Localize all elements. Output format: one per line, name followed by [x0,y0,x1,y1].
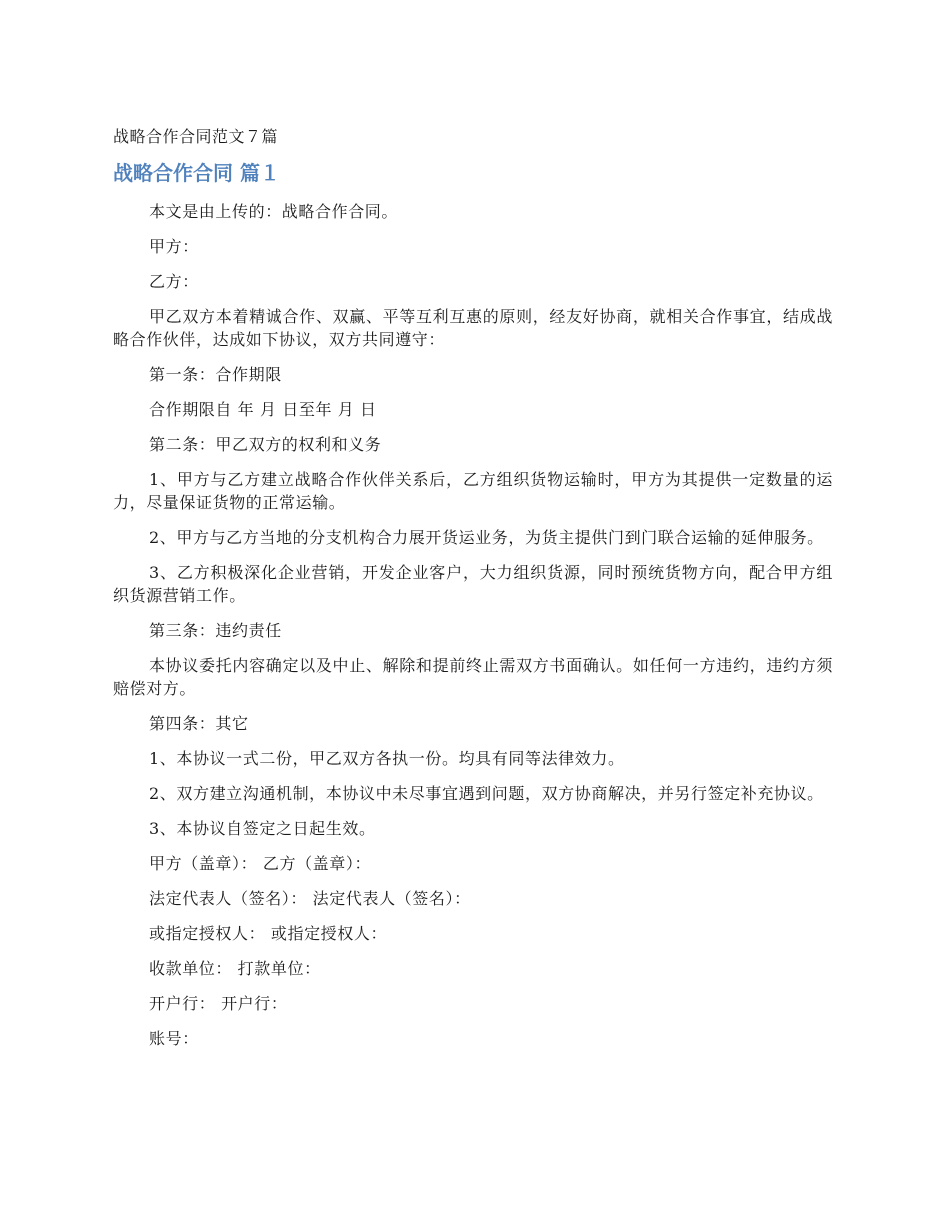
paragraph-article-4-heading: 第四条：其它 [149,714,249,733]
paragraph-party-a: 甲方： [149,237,199,256]
paragraph-clause-4-2: 2、双方建立沟通机制，本协议中未尽事宜遇到问题，双方协商解决，并另行签定补充协议。 [149,784,824,803]
document-title: 战略合作合同范文７篇 [113,127,279,146]
paragraph-term: 合作期限自 年 月 日至年 月 日 [149,400,377,419]
paragraph-seal-line: 甲方（盖章）： 乙方（盖章）： [149,854,372,873]
paragraph-clause-4-1: 1、本协议一式二份，甲乙双方各执一份。均具有同等法律效力。 [149,749,625,768]
paragraph-clause-4-3: 3、本协议自签定之日起生效。 [149,819,376,838]
paragraph-clause-2-2: 2、甲方与乙方当地的分支机构合力展开货运业务，为货主提供门到门联合运输的延伸服务。 [149,528,824,547]
paragraph-intro: 本文是由上传的：战略合作合同。 [149,202,399,221]
paragraph-account-line: 账号： [149,1029,199,1048]
paragraph-clause-2-1: 1、甲方与乙方建立战略合作伙伴关系后，乙方组织货物运输时，甲方为其提供一定数量的运力，尽量保证货物的正常运输。 [113,470,833,512]
section-heading: 战略合作合同 篇１ [113,161,280,185]
paragraph-article-3-heading: 第三条：违约责任 [149,621,282,640]
paragraph-bank-line: 开户行： 开户行： [149,994,288,1013]
paragraph-clause-2-3: 3、乙方积极深化企业营销，开发企业客户，大力组织货源，同时预统货物方向，配合甲方组织货源营销工作。 [113,563,833,605]
paragraph-authorized-line: 或指定授权人： 或指定授权人： [149,924,388,943]
paragraph-preamble: 甲乙双方本着精诚合作、双赢、平等互利互惠的原则，经友好协商，就相关合作事宜，结成战略合作伙伴，达成如下协议，双方共同遵守： [113,307,833,349]
paragraph-article-2-heading: 第二条：甲乙双方的权利和义务 [149,435,382,454]
paragraph-payee-line: 收款单位： 打款单位： [149,959,321,978]
paragraph-party-b: 乙方： [149,272,199,291]
paragraph-article-1-heading: 第一条：合作期限 [149,365,282,384]
paragraph-representative-line: 法定代表人（签名）： 法定代表人（签名）： [149,889,471,908]
paragraph-liability: 本协议委托内容确定以及中止、解除和提前终止需双方书面确认。如任何一方违约，违约方须赔偿对方。 [113,656,833,698]
document-body [113,124,833,1062]
